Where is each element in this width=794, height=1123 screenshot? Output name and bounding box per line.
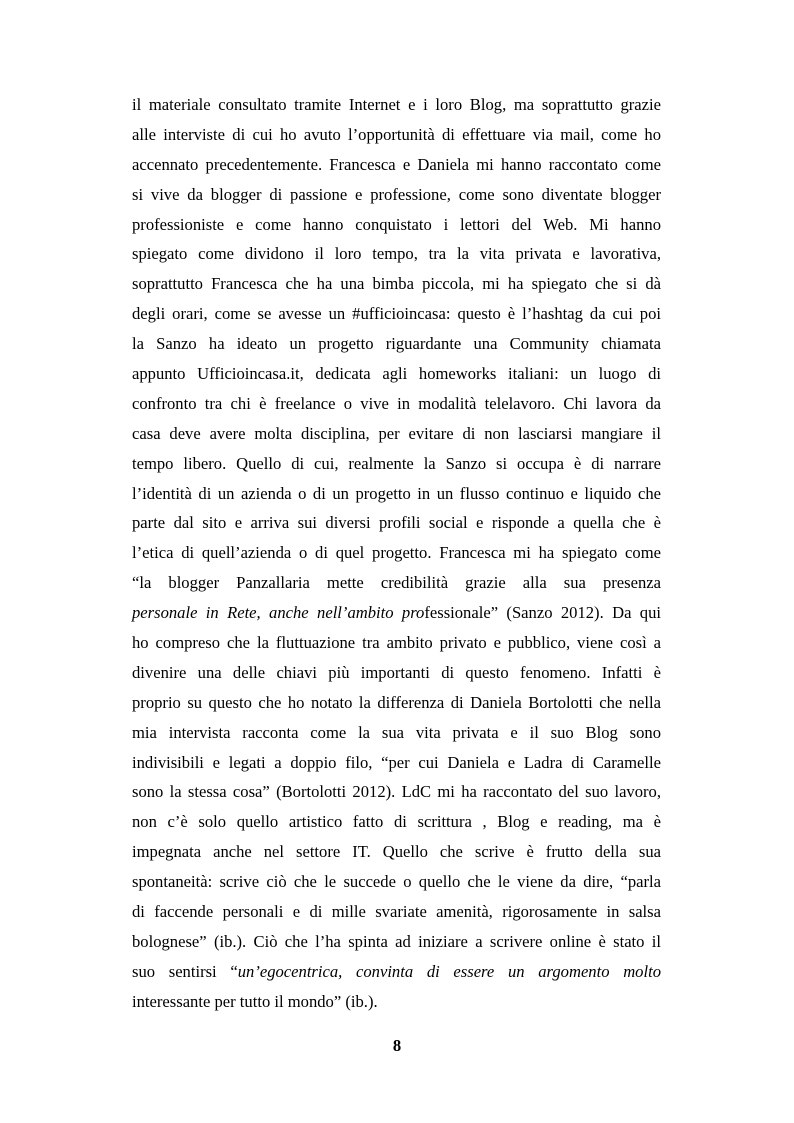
text-segment: la Sanzo ha ideato un progetto riguardante una Community chiamata [132, 334, 661, 354]
text-segment: l’identità di un azienda o di un progetto in un flusso continuo e liquido che [132, 483, 661, 503]
text-segment: fessionale” (Sanzo 2012). Da qui [424, 603, 661, 623]
text-segment: soprattutto Francesca che ha una bimba piccola, mi ha spiegato che si dà [132, 274, 661, 294]
italic-quote-text: un’egocentrica, convinta di essere un argomento molto [237, 961, 661, 981]
text-segment: l’etica di quell’azienda o di quel progetto. Francesca mi ha spiegato come [132, 543, 661, 563]
text-line [132, 299, 661, 329]
text-segment: indivisibili e legati a doppio filo, “per cui Daniela e Ladra di Caramelle [132, 752, 661, 772]
text-line [132, 538, 661, 568]
text-line [132, 628, 661, 658]
text-line [132, 987, 661, 1017]
text-segment: impegnata anche nel settore IT. Quello che scrive è frutto della sua [132, 842, 661, 862]
text-line [132, 210, 661, 240]
text-line [132, 449, 661, 479]
text-line [132, 180, 661, 210]
body-paragraph [132, 90, 661, 1017]
text-line [132, 120, 661, 150]
text-line [132, 479, 661, 509]
text-line [132, 419, 661, 449]
text-line [132, 957, 661, 987]
text-line [132, 927, 661, 957]
text-segment: suo sentirsi “ [132, 961, 238, 981]
text-segment: il materiale consultato tramite Internet e i loro Blog, ma soprattutto grazie [132, 95, 661, 114]
text-line [132, 807, 661, 837]
text-line [132, 658, 661, 688]
text-line [132, 359, 661, 389]
text-segment: sono la stessa cosa” (Bortolotti 2012). LdC mi ha raccontato del suo lavoro, [132, 782, 661, 802]
text-segment: si vive da blogger di passione e professione, come sono diventate blogger [132, 184, 661, 204]
text-line [132, 837, 661, 867]
text-segment: proprio su questo che ho notato la differenza di Daniela Bortolotti che nella [132, 692, 661, 712]
text-segment: “la blogger Panzallaria mette credibilità grazie alla sua presenza [132, 573, 661, 593]
text-segment: appunto Ufficioincasa.it, dedicata agli homeworks italiani: un luogo di [132, 364, 661, 384]
text-line [132, 598, 661, 628]
text-line [132, 90, 661, 120]
text-segment: parte dal sito e arriva sui diversi profili social e risponde a quella che è [132, 513, 661, 533]
text-segment: degli orari, come se avesse un #ufficioincasa: questo è l’hashtag da cui poi [132, 304, 661, 324]
text-line [132, 867, 661, 897]
text-segment: divenire una delle chiavi più importanti di questo fenomeno. Infatti è [132, 662, 661, 682]
page-number: 8 [392, 1036, 402, 1055]
text-line [132, 508, 661, 538]
text-line [132, 688, 661, 718]
text-line [132, 239, 661, 269]
text-line [132, 150, 661, 180]
text-segment: di faccende personali e di mille svariate amenità, rigorosamente in salsa [132, 902, 661, 922]
text-line [132, 568, 661, 598]
text-segment: interessante per tutto il mondo” (ib.). [132, 991, 378, 1011]
text-segment: non c’è solo quello artistico fatto di scrittura , Blog e reading, ma è [132, 812, 661, 832]
text-line [132, 329, 661, 359]
text-line [132, 269, 661, 299]
text-segment: confronto tra chi è freelance o vive in modalità telelavoro. Chi lavora da [132, 393, 661, 413]
text-line [132, 777, 661, 807]
text-segment: bolognese” (ib.). Ciò che l’ha spinta ad iniziare a scrivere online è stato il [132, 931, 661, 951]
text-segment: alle interviste di cui ho avuto l’opportunità di effettuare via mail, come ho [132, 124, 661, 144]
text-segment: spiegato come dividono il loro tempo, tra la vita privata e lavorativa, [132, 244, 661, 264]
text-segment: mia intervista racconta come la sua vita privata e il suo Blog sono [132, 722, 661, 742]
text-line [132, 748, 661, 778]
text-line [132, 897, 661, 927]
text-segment: casa deve avere molta disciplina, per evitare di non lasciarsi mangiare il [132, 423, 661, 443]
text-line [132, 389, 661, 419]
text-segment: professioniste e come hanno conquistato i lettori del Web. Mi hanno [132, 214, 661, 234]
text-segment: accennato precedentemente. Francesca e Daniela mi hanno raccontato come [132, 154, 661, 174]
text-segment: ho compreso che la fluttuazione tra ambito privato e pubblico, viene così a [132, 633, 661, 653]
text-line [132, 718, 661, 748]
italic-quote-text: personale in Rete, anche nell’ambito pro [132, 603, 425, 623]
text-segment: tempo libero. Quello di cui, realmente la Sanzo si occupa è di narrare [132, 453, 661, 473]
text-segment: spontaneità: scrive ciò che le succede o quello che le viene da dire, “parla [132, 872, 661, 892]
